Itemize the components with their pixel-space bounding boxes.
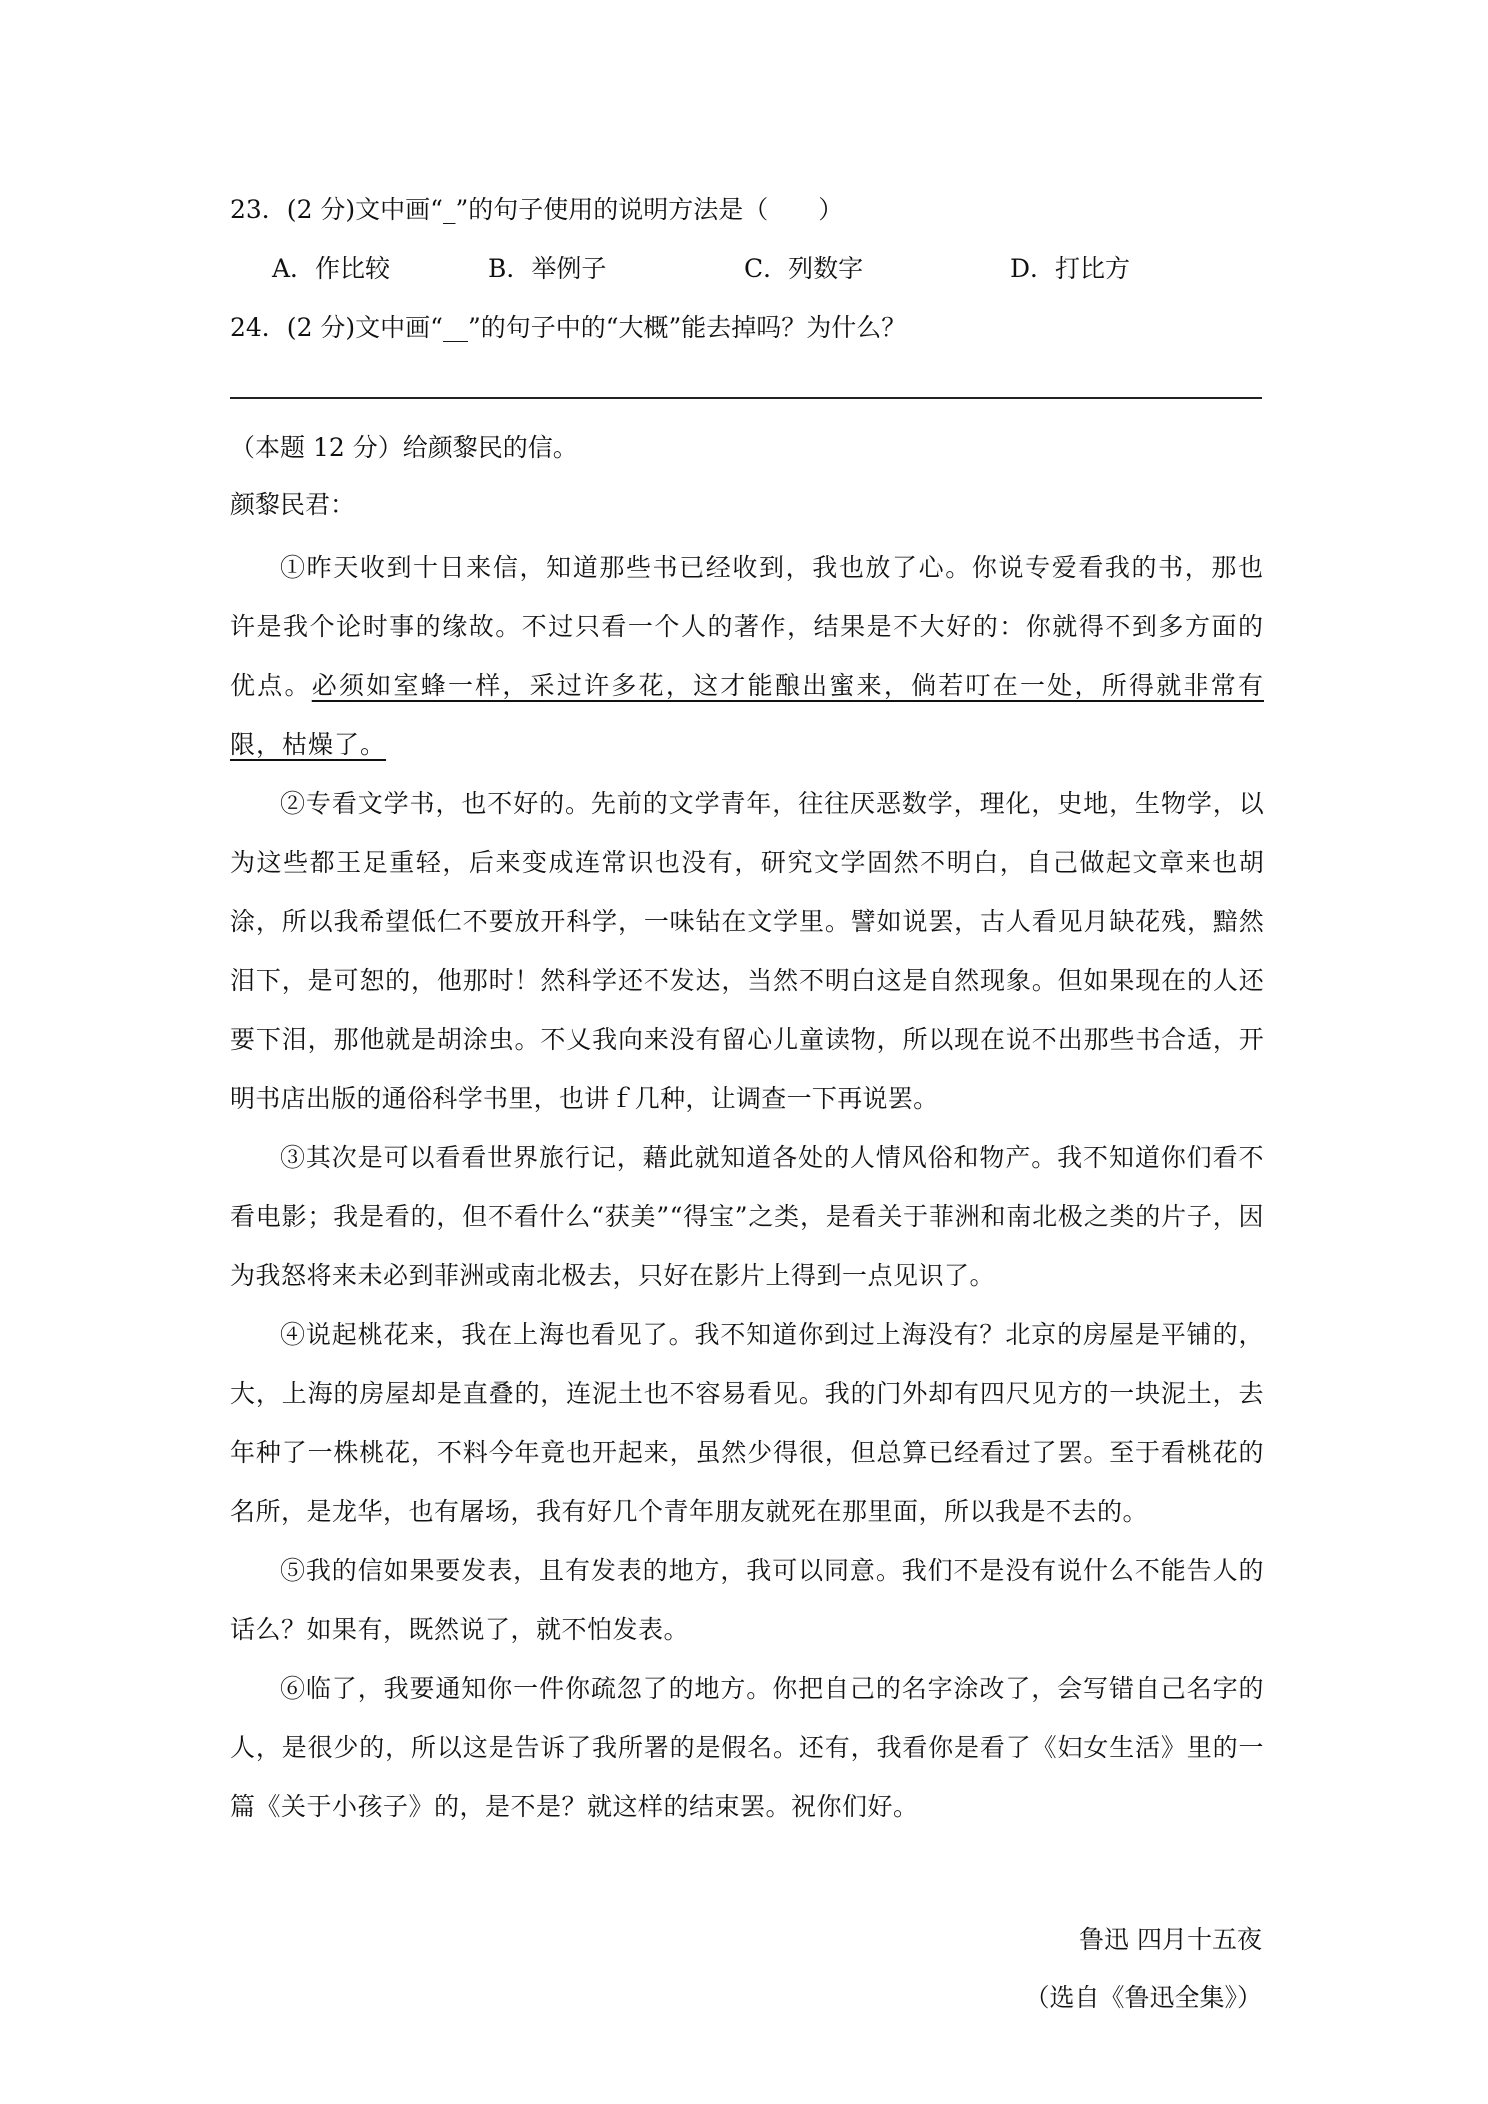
paragraph-3: ③其次是可以看看世界旅行记，藉此就知道各处的人情风俗和物产。我不知道你们看不看电影；我是看的，但不看什么“获美”“得宝”之类，是看关于菲洲和南北极之类的片子，因为我怒将来未必到菲洲或南北极去，只好在影片上得到一点见识了。: [230, 1143, 1264, 1290]
passage-intro: （本题 12 分）给颜黎民的信。: [230, 433, 578, 462]
paragraph-6: ⑥临了，我要通知你一件你疏忽了的地方。你把自己的名字涂改了，会写错自己名字的人，是很少的，所以这是告诉了我所署的是假名。还有，我看你是看了《妇女生活》里的一篇《关于小孩子》的，是不是？就这样的结束罢。祝你们好。: [230, 1674, 1264, 1821]
paragraph-1: [230, 538, 1264, 774]
section-divider: [230, 397, 1262, 399]
paragraph-4: ④说起桃花来，我在上海也看见了。我不知道你到过上海没有？北京的房屋是平铺的，大，上海的房屋却是直叠的，连泥土也不容易看见。我的门外却有四尺见方的一块泥土，去年种了一株桃花，不料今年竟也开起来，虽然少得很，但总算已经看过了罢。至于看桃花的名所，是龙华，也有屠场，我有好几个青年朋友就死在那里面，所以我是不去的。: [230, 1320, 1264, 1526]
letter-signature: 鲁迅 四月十五夜: [1079, 1925, 1262, 1954]
question-23: 23．(2 分)文中画“_”的句子使用的说明方法是（ ）: [230, 195, 844, 224]
paragraph-2: ②专看文学书，也不好的。先前的文学青年，往往厌恶数学，理化，史地，生物学，以为这些都王足重轻，后来变成连常识也没有，研究文学固然不明白，自己做起文章来也胡涂，所以我希望低仁不要放开科学，一味钻在文学里。譬如说罢，古人看见月缺花残，黯然泪下，是可恕的，他那时！然科学还不发达，当然不明白这是自然现象。但如果现在的人还要下泪，那他就是胡涂虫。不乂我向来没有留心儿童读物，所以现在说不出那些书合适，开明书店出版的通俗科学书里，也讲ｆ几种，让调查一下再说罢。: [230, 789, 1264, 1113]
question-24: 24．(2 分)文中画“__”的句子中的“大概”能去掉吗？为什么？: [230, 313, 907, 342]
paragraph-5: ⑤我的信如果要发表，且有发表的地方，我可以同意。我们不是没有说什么不能告人的话么？如果有，既然说了，就不怕发表。: [230, 1556, 1264, 1644]
option-c: C．列数字: [744, 254, 864, 283]
source-citation: （选自《鲁迅全集》）: [1024, 1983, 1262, 2012]
paragraph-1-text: ①昨天收到十日来信，知道那些书已经收到，我也放了心。你说专爱看我的书，那也许是我个论时事的缘故。不过只看一个人的著作，结果是不大好的：你就得不到多方面的优点。: [230, 553, 1264, 700]
letter-salutation: 颜黎民君：: [230, 490, 356, 519]
question-23-options: [272, 251, 1272, 291]
option-b: B．举例子: [488, 254, 607, 283]
option-d: D．打比方: [1010, 254, 1131, 283]
option-a: A．作比较: [272, 254, 391, 283]
letter-body: [230, 538, 1264, 1836]
underlined-sentence: 必须如室蜂一样，采过许多花，这才能酿出蜜来，倘若叮在一处，所得就非常有限，枯燥了。: [230, 671, 1264, 759]
